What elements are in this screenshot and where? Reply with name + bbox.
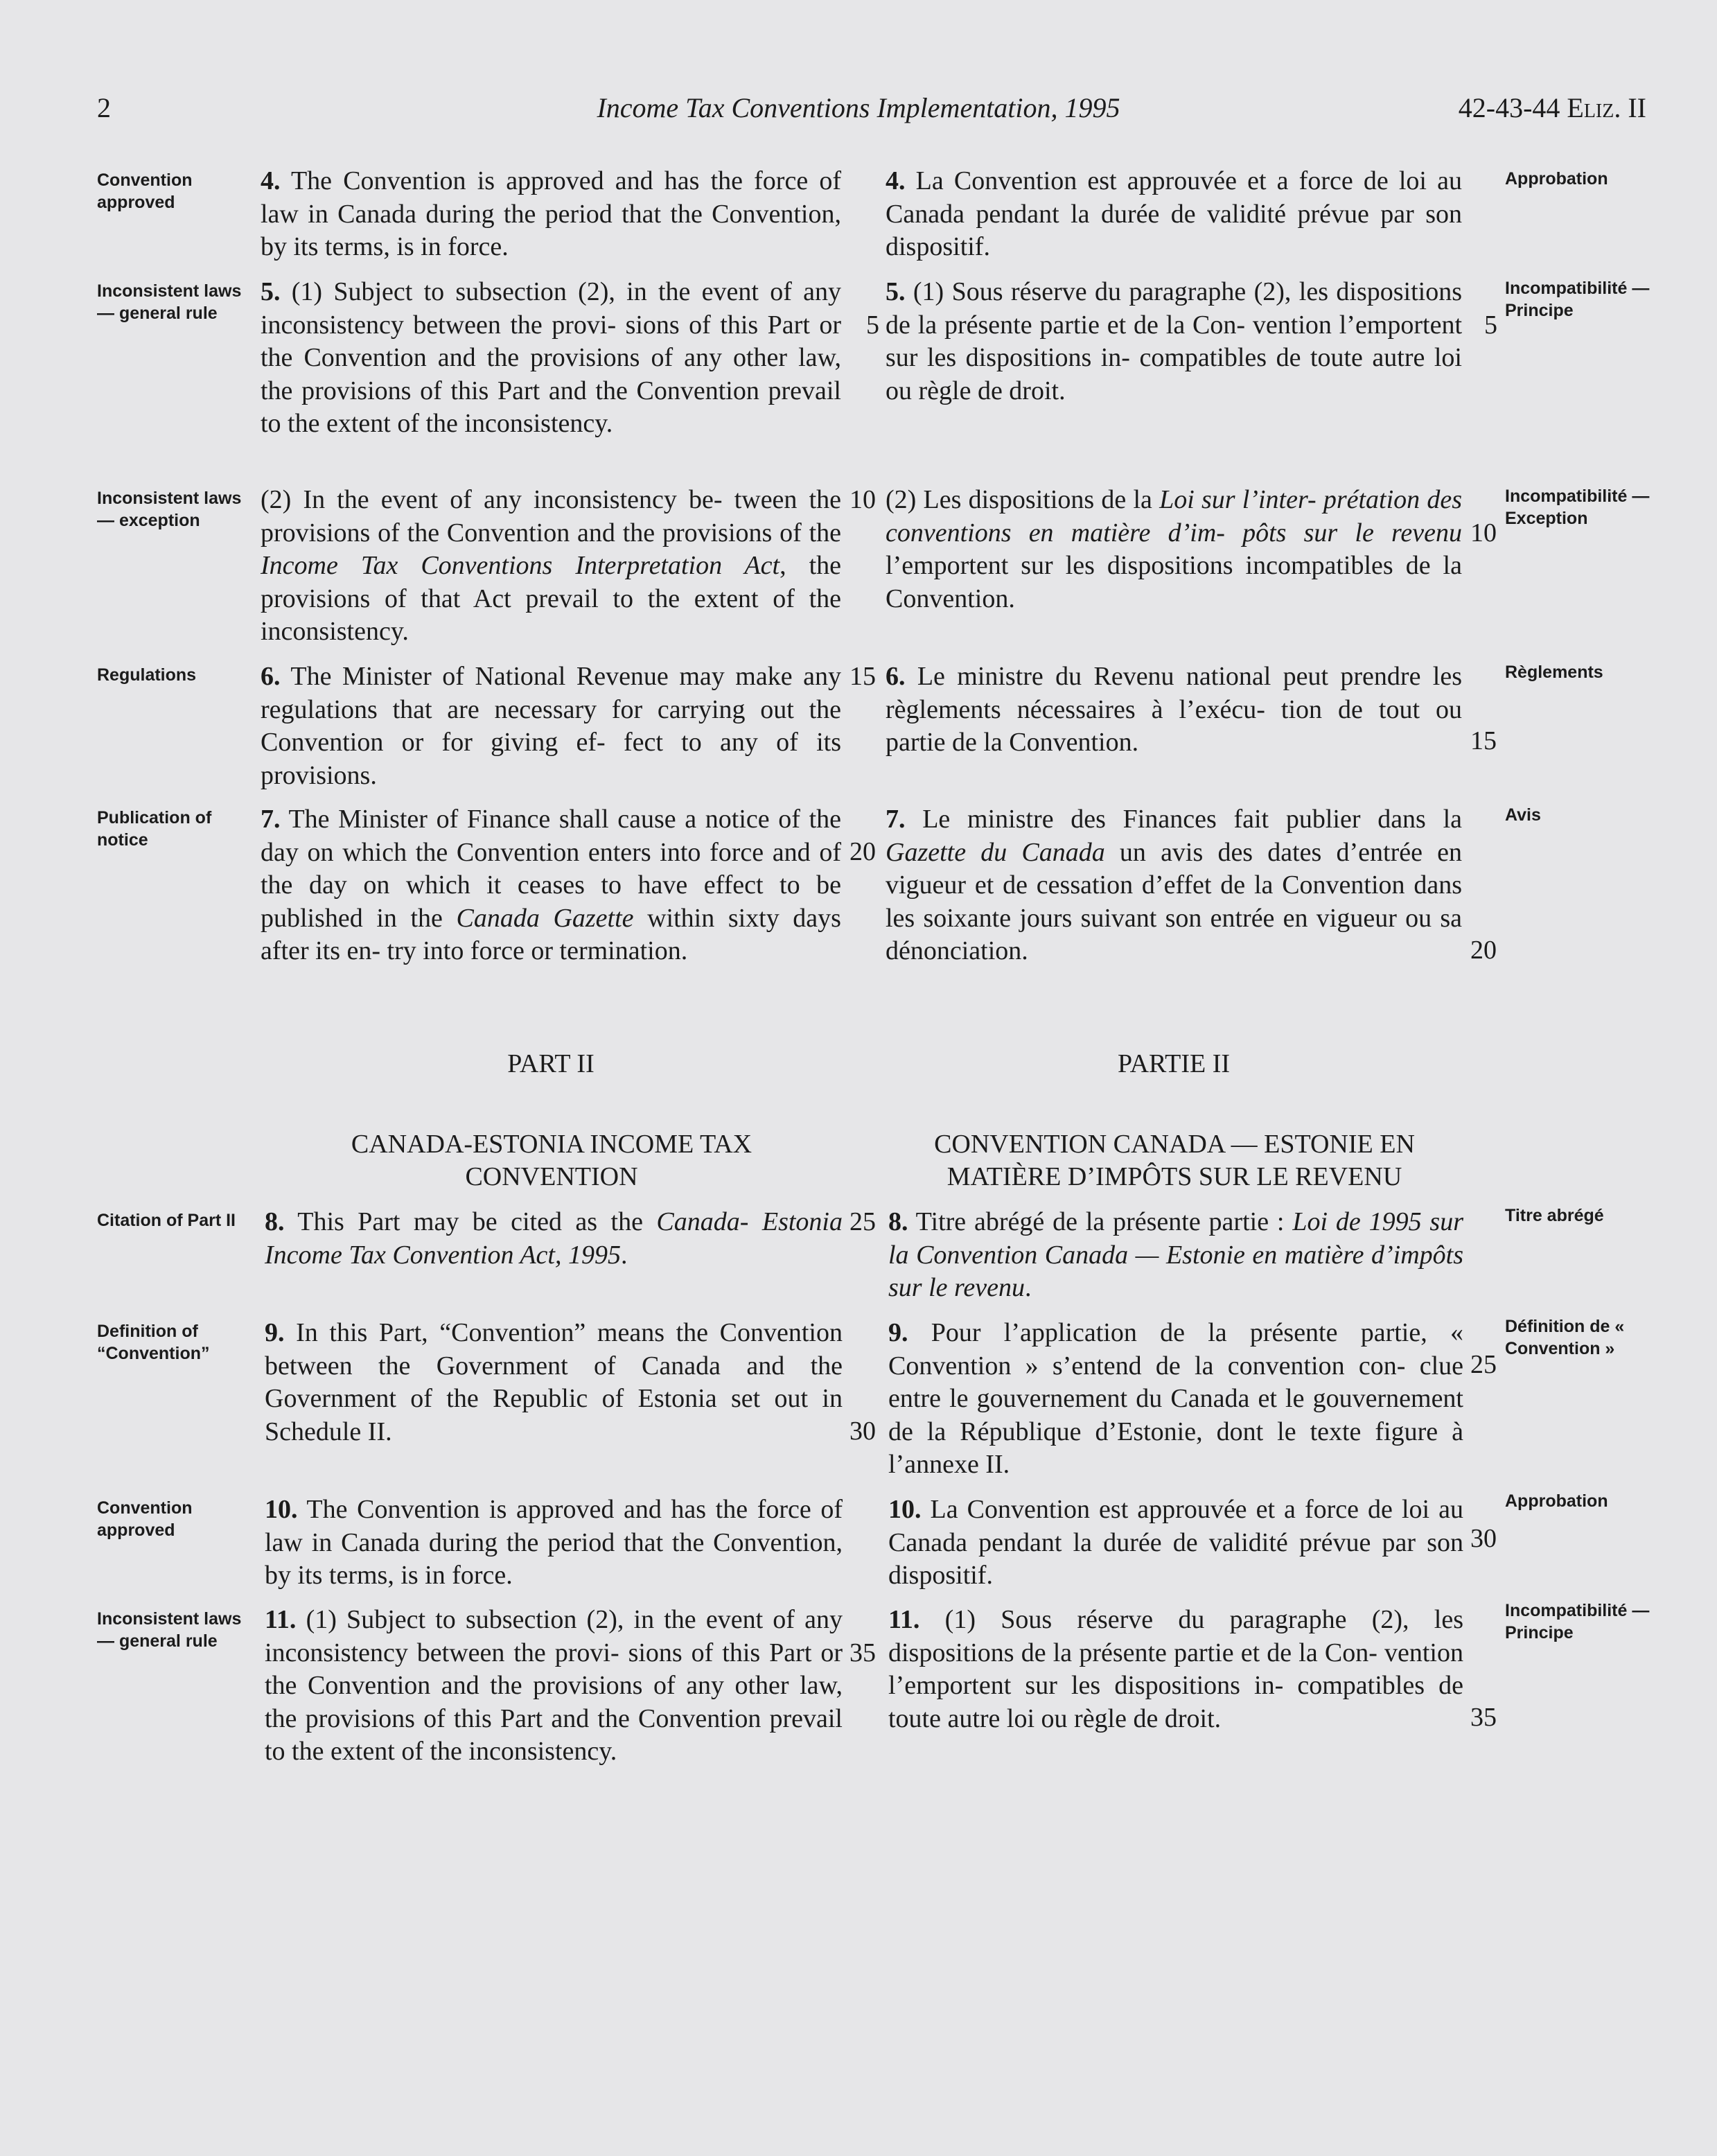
line-number: 30 (1470, 1524, 1497, 1553)
section-number: 4. (886, 166, 906, 195)
fr-section-7 (886, 803, 1462, 968)
section-number: 11. (265, 1605, 297, 1634)
en-section-4 (261, 165, 841, 264)
act-title: Loi sur l’inter- prétation des conventions en matière d’im- pôts sur le revenu (886, 485, 1463, 547)
en-part-title: CANADA-ESTONIA INCOME TAX CONVENTION (351, 1130, 752, 1191)
line-number: 20 (1470, 936, 1497, 965)
section-text: The Minister of Finance shall cause a notice of the day on which the Convention enters into force and of the day on which it ceases to have effect to be published in the (261, 805, 841, 933)
margin-note-publication: Publication of notice (97, 808, 212, 850)
margin-note-incompatibilite-exception: Incompatibilité — Exception (1505, 487, 1650, 528)
section-text: , the provisions of that Act prevail to the extent of the inconsistency. (261, 551, 841, 646)
act-title: Income Tax Conventions Interpretation Act (261, 551, 780, 580)
section-text: Titre abrégé de la présente partie : (908, 1207, 1293, 1236)
section-text: . (620, 1240, 628, 1270)
running-title: Income Tax Conventions Implementation, 1995 (597, 92, 1120, 123)
line-number: 10 (1470, 518, 1497, 547)
section-number: 6. (261, 662, 281, 691)
margin-note-inconsistent-exception: Inconsistent laws — exception (97, 489, 242, 530)
margin-note-avis: Avis (1505, 805, 1541, 825)
section-text: within sixty days after its en- try into force or termination. (261, 903, 841, 965)
fr-section-5-2 (886, 484, 1462, 615)
section-number: 8. (265, 1207, 285, 1236)
section-text: l’emportent sur les dispositions incompatibles de la Convention. (886, 551, 1462, 613)
margin-note-regulations: Regulations (97, 665, 197, 685)
en-section-6 (261, 660, 841, 792)
margin-note-incompatibilite-principe-2: Incompatibilité — Principe (1505, 1601, 1650, 1642)
margin-note-citation: Citation of Part II (97, 1211, 236, 1230)
section-text: The Convention is approved and has the force of law in Canada during the period that the Convention, by its terms, is in force. (265, 1495, 843, 1590)
section-text: un avis des dates d’entrée en vigueur et de cessation d’effet de la Convention dans les soixante jours suivant son entrée en vigueur ou sa dénonciation. (886, 837, 1462, 965)
section-number: 8. (888, 1207, 908, 1236)
section-number: 7. (886, 805, 906, 834)
margin-note-inconsistent-general: Inconsistent laws — general rule (97, 281, 242, 323)
section-text: . (1024, 1273, 1032, 1302)
en-section-11 (265, 1604, 843, 1769)
line-number: 35 (849, 1638, 876, 1667)
section-text: La Convention est approuvée et a force de loi au Canada pendant la durée de validité prévue par son dispositif. (888, 1495, 1463, 1590)
section-text: (2) Les dispositions de la (886, 485, 1160, 514)
line-number: 35 (1470, 1703, 1497, 1732)
margin-note-definition-fr: Définition de « Convention » (1505, 1317, 1625, 1358)
section-text: (1) Sous réserve du paragraphe (2), les dispositions de la présente partie et de la Con- vention l’emportent sur les dispositions in- compatibles de toute autre loi ou règle de droit. (886, 277, 1462, 405)
fr-section-6 (886, 660, 1462, 760)
fr-section-11 (888, 1604, 1463, 1735)
section-number: 10. (888, 1495, 922, 1524)
section-number: 6. (886, 662, 906, 691)
section-text: (1) Sous réserve du paragraphe (2), les dispositions de la présente partie et de la Con- vention l’emportent sur les dispositions in- compatibles de toute autre loi ou règle de droit. (888, 1605, 1463, 1733)
short-title: Loi de 1995 sur la Convention Canada — Estonie en matière d’impôts sur le revenu (888, 1207, 1463, 1302)
section-text: The Convention is approved and has the force of law in Canada during the period that the Convention, by its terms, is in force. (261, 166, 841, 261)
section-text: (1) Subject to subsection (2), in the event of any inconsistency between the provi- sions of this Part or the Convention and the provisions of any other law, the provisions of this Part and the Convention prevail to the extent of the inconsistency. (261, 277, 841, 438)
section-number: 5. (261, 277, 281, 306)
margin-note-titre-abrege: Titre abrégé (1505, 1206, 1604, 1225)
regnal-year-number: 42-43-44 (1458, 92, 1560, 123)
section-text: This Part may be cited as the (284, 1207, 657, 1236)
section-text: The Minister of National Revenue may make any regulations that are necessary for carrying out the Convention or for giving ef- fect to any of its provisions. (261, 662, 841, 790)
margin-note-reglements: Règlements (1505, 663, 1603, 682)
line-number: 20 (849, 837, 876, 866)
margin-note-approbation: Approbation (1505, 169, 1608, 189)
en-section-8 (265, 1206, 843, 1272)
section-number: 9. (888, 1318, 908, 1347)
line-number: 30 (849, 1417, 876, 1446)
section-text: Le ministre du Revenu national peut prendre les règlements nécessaires à l’exécu- tion de tout ou partie de la Convention. (886, 662, 1462, 757)
fr-part-heading: PARTIE II (1117, 1049, 1231, 1078)
margin-note-inconsistent-general-2: Inconsistent laws — general rule (97, 1609, 242, 1651)
section-number: 10. (265, 1495, 298, 1524)
fr-section-4 (886, 165, 1462, 264)
en-section-5-2 (261, 484, 841, 649)
en-section-9 (265, 1317, 843, 1448)
gazette-title: Canada Gazette (456, 903, 634, 933)
line-number: 15 (849, 662, 876, 691)
line-number: 15 (1470, 726, 1497, 755)
section-text: (1) Subject to subsection (2), in the event of any inconsistency between the provi- sions of this Part or the Convention and the provisions of any other law, the provisions of this Part and the Convention prevail to the extent of the inconsistency. (265, 1605, 843, 1766)
fr-section-10 (888, 1493, 1463, 1593)
line-number: 25 (1470, 1350, 1497, 1379)
section-number: 5. (886, 277, 906, 306)
gazette-title: Gazette du Canada (886, 837, 1105, 867)
margin-note-convention-approved: Convention approved (97, 170, 193, 212)
section-text: (2) In the event of any inconsistency be- tween the provisions of the Convention and the provisions of the (261, 485, 841, 547)
section-text: Le ministre des Finances fait publier dans la (905, 805, 1462, 834)
line-number: 10 (849, 485, 876, 514)
en-section-7 (261, 803, 841, 968)
fr-part-title: CONVENTION CANADA — ESTONIE EN MATIÈRE D’IMPÔTS SUR LE REVENU (934, 1130, 1415, 1191)
line-number: 25 (849, 1207, 876, 1236)
section-text: La Convention est approuvée et a force de loi au Canada pendant la durée de validité prévue par son dispositif. (886, 166, 1462, 261)
section-text: In this Part, “Convention” means the Convention between the Government of Canada and the Government of the Republic of Estonia set out in Schedule II. (265, 1318, 843, 1446)
line-number: 5 (1484, 310, 1497, 340)
margin-note-definition: Definition of “Convention” (97, 1322, 210, 1363)
fr-section-5-1 (886, 276, 1462, 407)
page-number: 2 (97, 92, 111, 123)
section-number: 4. (261, 166, 281, 195)
en-section-5-1 (261, 276, 841, 441)
en-part-heading: PART II (507, 1049, 595, 1078)
section-number: 11. (888, 1605, 920, 1634)
section-number: 9. (265, 1318, 285, 1347)
fr-section-8 (888, 1206, 1463, 1305)
margin-note-approbation-2: Approbation (1505, 1491, 1608, 1511)
short-title: Canada- Estonia Income Tax Convention Act, 1995 (265, 1207, 843, 1270)
regnal-year (1459, 91, 1646, 125)
en-section-10 (265, 1493, 843, 1593)
fr-section-9 (888, 1317, 1463, 1482)
section-number: 7. (261, 805, 281, 834)
regnal-name: Eliz. II (1567, 92, 1646, 123)
margin-note-incompatibilite-principe: Incompatibilité — Principe (1505, 279, 1650, 320)
margin-note-convention-approved-2: Convention approved (97, 1498, 193, 1540)
line-number: 5 (866, 310, 879, 340)
section-text: Pour l’application de la présente partie, « Convention » s’entend de la convention con- clue entre le gouvernement du Canada et le gouvernement de la République d’Estonie, dont le texte figure à l’annexe II. (888, 1318, 1463, 1479)
